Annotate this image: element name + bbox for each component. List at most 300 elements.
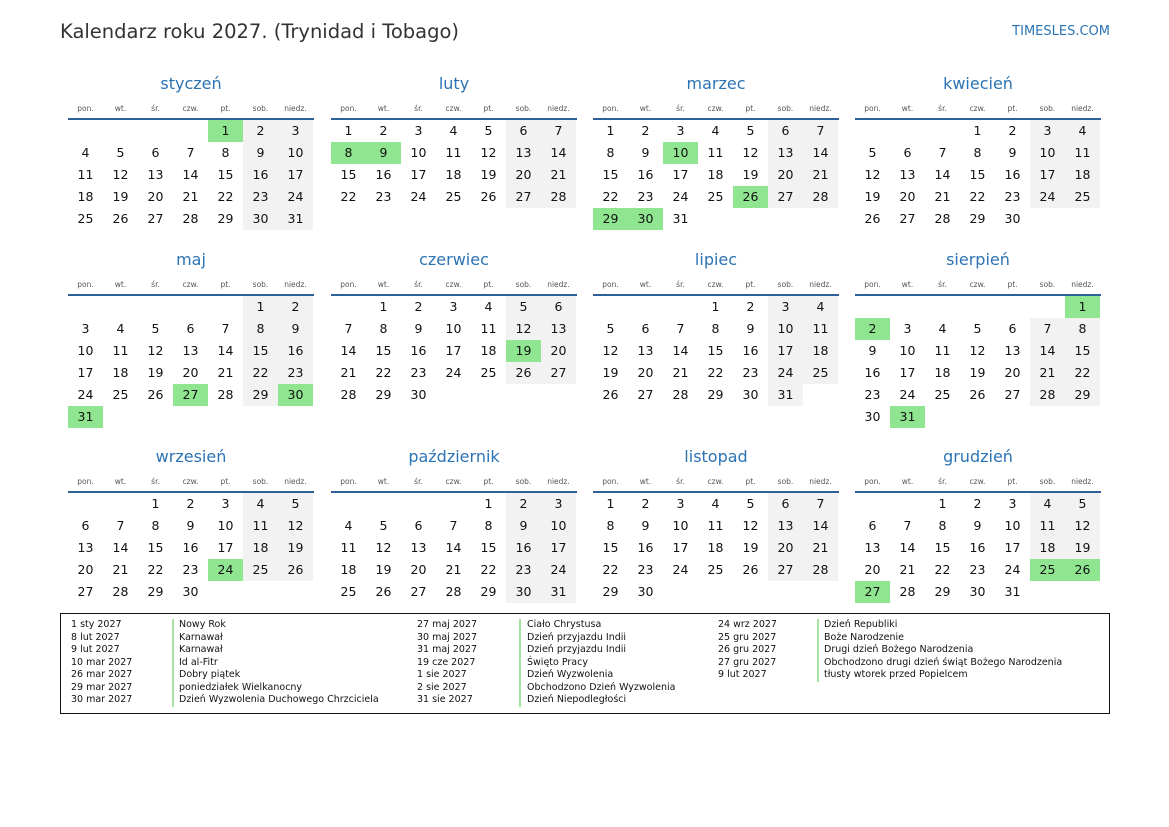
- day-cell: 7: [344, 321, 353, 336]
- day-cell: 8: [606, 145, 615, 160]
- day-cell: 7: [449, 518, 458, 533]
- weekday-header: niedz.: [284, 477, 307, 486]
- weekday-header: śr.: [414, 280, 423, 289]
- day-cell: 14: [217, 343, 234, 358]
- day-cell: 15: [480, 540, 497, 555]
- day-cell: 28: [112, 584, 129, 599]
- day-cell: 12: [1065, 515, 1100, 537]
- holiday-day-cell: 31: [890, 406, 925, 428]
- day-cell: 13: [768, 515, 803, 537]
- day-cell: 3: [676, 496, 685, 511]
- day-cell: 22: [602, 189, 619, 204]
- day-cell: 2: [243, 120, 278, 142]
- day-cell: 22: [707, 365, 724, 380]
- weekday-header: sob.: [515, 280, 532, 289]
- day-cell: 11: [77, 167, 94, 182]
- day-cell: 10: [77, 343, 94, 358]
- day-cell: 3: [1030, 120, 1065, 142]
- weekday-header: pt.: [1007, 280, 1018, 289]
- day-cell: 18: [77, 189, 94, 204]
- day-cell: 17: [278, 164, 313, 186]
- legend-date: 30 mar 2027: [71, 694, 133, 705]
- day-cell: 1: [151, 496, 160, 511]
- day-cell: 16: [375, 167, 392, 182]
- day-cell: 13: [768, 142, 803, 164]
- legend-date: 31 maj 2027: [417, 644, 478, 655]
- page-title: Kalendarz roku 2027. (Trynidad i Tobago): [60, 20, 460, 43]
- weekday-header: sob.: [1039, 104, 1056, 113]
- month-title: marzec: [686, 74, 746, 93]
- day-cell: 14: [182, 167, 199, 182]
- day-cell: 14: [340, 343, 357, 358]
- day-cell: 12: [147, 343, 164, 358]
- day-cell: 6: [768, 493, 803, 515]
- day-cell: 13: [541, 318, 576, 340]
- weekday-header: sob.: [1039, 280, 1056, 289]
- day-cell: 11: [340, 540, 357, 555]
- weekday-header: śr.: [151, 280, 160, 289]
- day-cell: 2: [414, 299, 423, 314]
- day-cell: 17: [445, 343, 462, 358]
- day-cell: 29: [602, 584, 619, 599]
- weekday-header: czw.: [182, 477, 199, 486]
- day-cell: 17: [217, 540, 234, 555]
- day-cell: 14: [112, 540, 129, 555]
- day-cell: 8: [484, 518, 493, 533]
- day-cell: 13: [410, 540, 427, 555]
- day-cell: 31: [672, 211, 689, 226]
- legend-date: 26 mar 2027: [71, 669, 133, 680]
- day-cell: 2: [379, 123, 388, 138]
- day-cell: 5: [484, 123, 493, 138]
- day-cell: 26: [147, 387, 164, 402]
- day-cell: 12: [742, 518, 759, 533]
- day-cell: 22: [147, 562, 164, 577]
- day-cell: 18: [707, 167, 724, 182]
- day-cell: 10: [541, 515, 576, 537]
- day-cell: 3: [1008, 496, 1017, 511]
- day-cell: 7: [1030, 318, 1065, 340]
- weekday-header: pon.: [340, 477, 357, 486]
- day-cell: 24: [899, 387, 916, 402]
- day-cell: 21: [340, 365, 357, 380]
- day-cell: 15: [217, 167, 234, 182]
- day-cell: 12: [506, 318, 541, 340]
- day-cell: 12: [480, 145, 497, 160]
- day-cell: 1: [938, 496, 947, 511]
- day-cell: 15: [602, 167, 619, 182]
- day-cell: 15: [707, 343, 724, 358]
- day-cell: 8: [606, 518, 615, 533]
- day-cell: 12: [864, 167, 881, 182]
- day-cell: 4: [711, 496, 720, 511]
- day-cell: 29: [375, 387, 392, 402]
- weekday-header: sob.: [777, 477, 794, 486]
- day-cell: 24: [278, 186, 313, 208]
- day-cell: 29: [707, 387, 724, 402]
- day-cell: 30: [1004, 211, 1021, 226]
- day-cell: 31: [541, 581, 576, 603]
- day-cell: 21: [1030, 362, 1065, 384]
- day-cell: 19: [742, 167, 759, 182]
- day-cell: 25: [707, 189, 724, 204]
- day-cell: 26: [112, 211, 129, 226]
- day-cell: 2: [746, 299, 755, 314]
- day-cell: 7: [903, 518, 912, 533]
- legend-holiday-name: Święto Pracy: [527, 656, 588, 668]
- day-cell: 20: [147, 189, 164, 204]
- day-cell: 27: [77, 584, 94, 599]
- weekday-header: pon.: [864, 477, 881, 486]
- legend-holiday-name: Dobry piątek: [179, 669, 241, 680]
- weekday-header: czw.: [707, 477, 724, 486]
- legend-date: 8 lut 2027: [71, 631, 120, 643]
- month-title: sierpień: [946, 250, 1010, 269]
- weekday-header: niedz.: [284, 104, 307, 113]
- legend-holiday-name: Drugi dzień Bożego Narodzenia: [824, 644, 974, 655]
- day-cell: 22: [1065, 362, 1100, 384]
- weekday-header: niedz.: [1071, 104, 1094, 113]
- day-cell: 11: [803, 318, 838, 340]
- legend-holiday-name: Dzień Niepodległości: [527, 694, 627, 705]
- day-cell: 26: [742, 562, 759, 577]
- day-cell: 18: [445, 167, 462, 182]
- day-cell: 4: [81, 145, 90, 160]
- day-cell: 7: [803, 493, 838, 515]
- legend-holiday-name: Nowy Rok: [179, 619, 226, 630]
- holiday-day-cell: 8: [331, 142, 366, 164]
- weekday-header: pon.: [602, 280, 619, 289]
- weekday-header: niedz.: [1071, 280, 1094, 289]
- day-cell: 4: [938, 321, 947, 336]
- day-cell: 18: [480, 343, 497, 358]
- weekday-header: śr.: [414, 477, 423, 486]
- day-cell: 15: [969, 167, 986, 182]
- day-cell: 10: [672, 518, 689, 533]
- weekday-header: sob.: [777, 280, 794, 289]
- weekday-header: sob.: [252, 280, 269, 289]
- day-cell: 12: [602, 343, 619, 358]
- day-cell: 10: [899, 343, 916, 358]
- day-cell: 6: [414, 518, 423, 533]
- day-cell: 20: [1004, 365, 1021, 380]
- holiday-day-cell: 25: [1030, 559, 1065, 581]
- month-title: listopad: [684, 447, 748, 466]
- weekday-header: pt.: [745, 104, 756, 113]
- day-cell: 7: [676, 321, 685, 336]
- holiday-day-cell: 31: [68, 406, 103, 428]
- legend-date: 1 sty 2027: [71, 619, 122, 630]
- legend-date: 24 wrz 2027: [718, 619, 777, 630]
- legend-date: 1 sie 2027: [417, 669, 467, 680]
- day-cell: 11: [480, 321, 497, 336]
- weekday-header: wt.: [377, 280, 390, 289]
- day-cell: 15: [934, 540, 951, 555]
- day-cell: 21: [803, 537, 838, 559]
- day-cell: 26: [864, 211, 881, 226]
- day-cell: 12: [742, 145, 759, 160]
- weekday-header: pt.: [483, 104, 494, 113]
- day-cell: 19: [969, 365, 986, 380]
- weekday-header: śr.: [414, 104, 423, 113]
- weekday-header: śr.: [676, 477, 685, 486]
- day-cell: 4: [344, 518, 353, 533]
- weekday-header: wt.: [114, 280, 127, 289]
- day-cell: 16: [182, 540, 199, 555]
- day-cell: 29: [934, 584, 951, 599]
- day-cell: 24: [77, 387, 94, 402]
- day-cell: 6: [903, 145, 912, 160]
- day-cell: 6: [186, 321, 195, 336]
- weekday-header: śr.: [676, 104, 685, 113]
- holiday-day-cell: 27: [173, 384, 208, 406]
- day-cell: 26: [278, 559, 313, 581]
- day-cell: 1: [711, 299, 720, 314]
- day-cell: 23: [637, 562, 654, 577]
- legend-holiday-name: Dzień Wyzwolenia: [527, 669, 614, 680]
- weekday-header: śr.: [938, 477, 947, 486]
- day-cell: 17: [1004, 540, 1021, 555]
- day-cell: 10: [278, 142, 313, 164]
- day-cell: 19: [742, 540, 759, 555]
- weekday-header: wt.: [901, 280, 914, 289]
- day-cell: 2: [973, 496, 982, 511]
- day-cell: 1: [606, 123, 615, 138]
- weekday-header: wt.: [901, 104, 914, 113]
- legend-date: 29 mar 2027: [71, 681, 133, 693]
- day-cell: 11: [112, 343, 129, 358]
- day-cell: 5: [278, 493, 313, 515]
- weekday-header: pon.: [864, 280, 881, 289]
- holiday-day-cell: 19: [506, 340, 541, 362]
- day-cell: 7: [541, 120, 576, 142]
- day-cell: 18: [803, 340, 838, 362]
- day-cell: 27: [147, 211, 164, 226]
- legend-holiday-name: tłusty wtorek przed Popielcem: [824, 669, 968, 680]
- legend-divider: [172, 619, 174, 707]
- day-cell: 15: [147, 540, 164, 555]
- day-cell: 18: [1065, 164, 1100, 186]
- day-cell: 4: [711, 123, 720, 138]
- day-cell: 5: [506, 296, 541, 318]
- day-cell: 1: [243, 296, 278, 318]
- weekday-header: sob.: [1039, 477, 1056, 486]
- day-cell: 20: [77, 562, 94, 577]
- day-cell: 16: [969, 540, 986, 555]
- day-cell: 16: [637, 167, 654, 182]
- legend-date: 9 lut 2027: [71, 644, 120, 655]
- day-cell: 18: [243, 537, 278, 559]
- holiday-day-cell: 24: [208, 559, 243, 581]
- legend-date: 9 lut 2027: [718, 669, 767, 680]
- day-cell: 16: [637, 540, 654, 555]
- day-cell: 14: [672, 343, 689, 358]
- legend-date: 2 sie 2027: [417, 681, 467, 693]
- day-cell: 27: [410, 584, 427, 599]
- day-cell: 23: [278, 362, 313, 384]
- day-cell: 5: [116, 145, 125, 160]
- legend-holiday-name: poniedziałek Wielkanocny: [179, 681, 303, 693]
- day-cell: 9: [641, 145, 650, 160]
- weekday-header: pon.: [602, 104, 619, 113]
- day-cell: 17: [768, 340, 803, 362]
- holiday-day-cell: 1: [1065, 296, 1100, 318]
- day-cell: 29: [147, 584, 164, 599]
- day-cell: 22: [243, 362, 278, 384]
- day-cell: 25: [707, 562, 724, 577]
- day-cell: 25: [243, 559, 278, 581]
- day-cell: 19: [602, 365, 619, 380]
- weekday-header: sob.: [777, 104, 794, 113]
- weekday-header: wt.: [114, 477, 127, 486]
- day-cell: 17: [77, 365, 94, 380]
- day-cell: 11: [707, 145, 724, 160]
- legend-date: 31 sie 2027: [417, 694, 473, 705]
- day-cell: 20: [864, 562, 881, 577]
- day-cell: 21: [899, 562, 916, 577]
- day-cell: 27: [541, 362, 576, 384]
- day-cell: 2: [1008, 123, 1017, 138]
- legend-date: 19 cze 2027: [417, 656, 476, 668]
- day-cell: 23: [1004, 189, 1021, 204]
- day-cell: 19: [147, 365, 164, 380]
- day-cell: 18: [707, 540, 724, 555]
- weekday-header: czw.: [969, 477, 986, 486]
- weekday-header: czw.: [969, 280, 986, 289]
- day-cell: 15: [1065, 340, 1100, 362]
- weekday-header: sob.: [515, 477, 532, 486]
- day-cell: 3: [449, 299, 458, 314]
- day-cell: 4: [484, 299, 493, 314]
- day-cell: 9: [506, 515, 541, 537]
- day-cell: 23: [969, 562, 986, 577]
- weekday-header: czw.: [707, 280, 724, 289]
- day-cell: 30: [243, 208, 278, 230]
- month-title: grudzień: [943, 447, 1013, 466]
- day-cell: 6: [506, 120, 541, 142]
- day-cell: 6: [151, 145, 160, 160]
- day-cell: 24: [672, 189, 689, 204]
- day-cell: 14: [541, 142, 576, 164]
- weekday-header: pt.: [745, 477, 756, 486]
- day-cell: 3: [903, 321, 912, 336]
- day-cell: 7: [938, 145, 947, 160]
- legend-date: 27 gru 2027: [718, 656, 777, 668]
- legend-dates-column: [71, 619, 132, 707]
- day-cell: 28: [672, 387, 689, 402]
- day-cell: 23: [243, 186, 278, 208]
- day-cell: 20: [541, 340, 576, 362]
- day-cell: 3: [414, 123, 423, 138]
- day-cell: 28: [182, 211, 199, 226]
- weekday-header: czw.: [445, 104, 462, 113]
- day-cell: 23: [637, 189, 654, 204]
- day-cell: 16: [742, 343, 759, 358]
- day-cell: 28: [934, 211, 951, 226]
- day-cell: 13: [77, 540, 94, 555]
- day-cell: 6: [1008, 321, 1017, 336]
- holiday-day-cell: 26: [733, 186, 768, 208]
- day-cell: 13: [147, 167, 164, 182]
- weekday-header: pt.: [220, 477, 231, 486]
- day-cell: 8: [151, 518, 160, 533]
- day-cell: 25: [480, 365, 497, 380]
- month-title: lipiec: [694, 250, 738, 269]
- holiday-day-cell: 30: [628, 208, 663, 230]
- site-link[interactable]: TIMESLES.COM: [1012, 24, 1110, 39]
- day-cell: 4: [243, 493, 278, 515]
- weekday-header: wt.: [639, 280, 652, 289]
- day-cell: 28: [541, 186, 576, 208]
- weekday-header: wt.: [901, 477, 914, 486]
- legend-holiday-name: Obchodzono Dzień Wyzwolenia: [527, 681, 676, 693]
- day-cell: 21: [445, 562, 462, 577]
- day-cell: 21: [182, 189, 199, 204]
- weekday-header: niedz.: [809, 280, 832, 289]
- legend-date: 30 maj 2027: [417, 631, 478, 643]
- weekday-header: wt.: [114, 104, 127, 113]
- day-cell: 19: [112, 189, 129, 204]
- day-cell: 3: [676, 123, 685, 138]
- day-cell: 3: [278, 120, 313, 142]
- legend-divider: [817, 619, 819, 682]
- legend-holiday-name: Dzień Wyzwolenia Duchowego Chrzciciela: [179, 694, 379, 705]
- day-cell: 3: [768, 296, 803, 318]
- day-cell: 5: [973, 321, 982, 336]
- legend-date: 25 gru 2027: [718, 631, 777, 643]
- day-cell: 5: [1065, 493, 1100, 515]
- day-cell: 30: [742, 387, 759, 402]
- weekday-header: pon.: [77, 280, 94, 289]
- day-cell: 13: [1004, 343, 1021, 358]
- day-cell: 31: [278, 208, 313, 230]
- weekday-header: pon.: [77, 477, 94, 486]
- day-cell: 16: [1004, 167, 1021, 182]
- day-cell: 11: [445, 145, 462, 160]
- day-cell: 4: [116, 321, 125, 336]
- weekday-header: śr.: [151, 104, 160, 113]
- day-cell: 28: [803, 559, 838, 581]
- day-cell: 3: [221, 496, 230, 511]
- day-cell: 9: [868, 343, 877, 358]
- weekday-header: wt.: [377, 104, 390, 113]
- day-cell: 8: [973, 145, 982, 160]
- day-cell: 22: [217, 189, 234, 204]
- day-cell: 15: [340, 167, 357, 182]
- day-cell: 24: [541, 559, 576, 581]
- day-cell: 21: [934, 189, 951, 204]
- weekday-header: czw.: [445, 280, 462, 289]
- weekday-header: pt.: [483, 477, 494, 486]
- day-cell: 27: [768, 186, 803, 208]
- day-cell: 2: [278, 296, 313, 318]
- day-cell: 20: [768, 164, 803, 186]
- day-cell: 22: [934, 562, 951, 577]
- weekday-header: śr.: [151, 477, 160, 486]
- day-cell: 9: [973, 518, 982, 533]
- day-cell: 10: [1030, 142, 1065, 164]
- day-cell: 13: [864, 540, 881, 555]
- day-cell: 3: [81, 321, 90, 336]
- day-cell: 7: [186, 145, 195, 160]
- day-cell: 5: [606, 321, 615, 336]
- day-cell: 11: [707, 518, 724, 533]
- day-cell: 27: [1004, 387, 1021, 402]
- day-cell: 14: [1030, 340, 1065, 362]
- day-cell: 24: [1030, 186, 1065, 208]
- day-cell: 30: [637, 584, 654, 599]
- day-cell: 28: [899, 584, 916, 599]
